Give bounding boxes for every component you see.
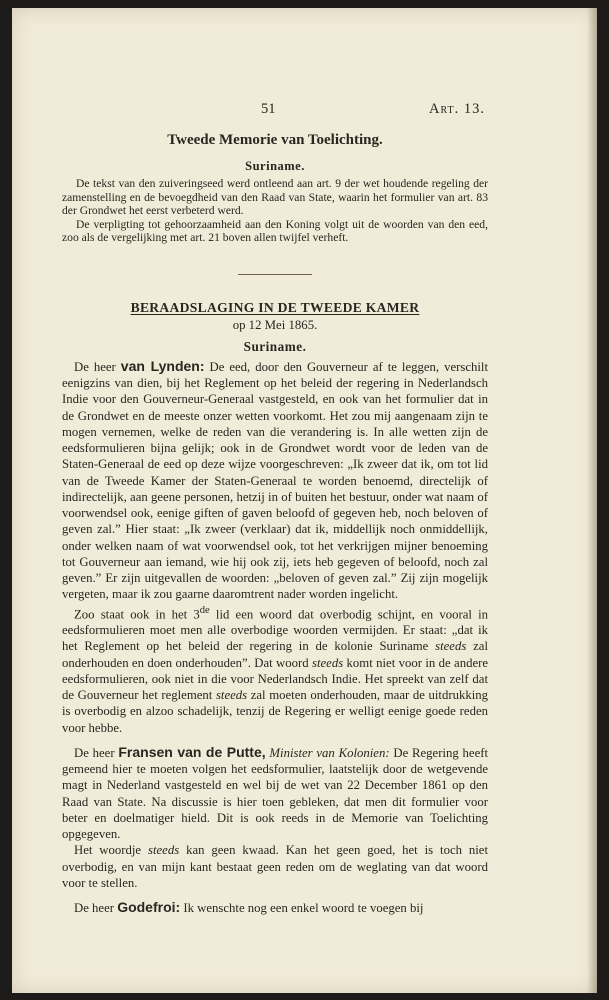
emphasis: steeds (435, 639, 467, 654)
beraadslaging-subtitle: Suriname. (243, 338, 307, 354)
ordinal-suffix: de (199, 604, 210, 616)
speech-godefroi (62, 899, 488, 916)
beraadslaging-title: BERAADSLAGING IN DE TWEEDE KAMER (130, 299, 420, 315)
page-edge-shadow (587, 8, 597, 993)
speech-text: komt niet voor in de andere eedsformulieren, ook niet in die voor Nederlandsch Indie. Het spreekt van zelf dat de Gouverneur het reglement (62, 655, 489, 703)
speech-text: Het woordje (74, 843, 148, 858)
speech-van-lynden (62, 358, 488, 603)
debate-body (62, 358, 488, 917)
speech-lead: De heer (74, 359, 121, 374)
memorie-paragraph: De tekst van den zuiveringseed werd ontleend aan art. 9 der wet houdende regeling der zamenstelling en de bevoegdheid van den Raad van State, waarin het formulier van art. 83 der Grondwet het eerst verbeterd werd. (62, 177, 488, 218)
emphasis: steeds (215, 688, 248, 703)
article-reference: Art. 13. (428, 101, 485, 117)
memorie-title: Tweede Memorie van Toelichting. (167, 132, 383, 148)
speech-text: Ik wenschte nog een enkel woord te voegen bij (180, 901, 424, 916)
speech-text: zal moeten onderhouden, maar de uitdrukking is overbodig en alzoo schadelijk, tenzij de Regering er welligt eenige goede reden voor hebbe. (62, 688, 488, 735)
beraadslaging-date: op 12 Mei 1865. (232, 317, 318, 332)
speech-text: Zoo staat ook in het 3 (74, 606, 200, 621)
speech-text: kan geen kwaad. Kan het geen goed, het is toch niet overbodig, en van mijn kant bestaat geen reden om de weglating van dat woord voor te stellen. (62, 843, 488, 890)
speaker-name: Fransen van de Putte, (118, 743, 266, 760)
speech-text: lid een woord dat overbodig schijnt, en vooral in eedsformulieren moet men alle overbodige woorden vermijden. Er staat: „dat ik het Reglement op het beleid der regering in de kolonie Suriname (62, 606, 488, 654)
book-page (12, 8, 597, 993)
page-number: 51 (261, 101, 276, 117)
speech-fransen-van-de-putte (62, 744, 488, 843)
speaker-role: Minister van Kolonien: (265, 745, 390, 760)
speech-text: De Regering heeft gemeend hier te moeten volgen het eedsformulier, laatstelijk door de wetgevende magt in Nederland vastgesteld en wel bij de wet van 22 December 1861 op den Raad van State. Na discussie is hier toen gebleken, dat men dit formulier voor beter en doelmatiger hield. Dit is ook reeds in de Memorie van Toelichting opgegeven. (62, 745, 489, 842)
memorie-body (62, 177, 488, 245)
speech-van-lynden-continued (62, 603, 488, 736)
speech-lead: De heer (74, 745, 119, 760)
speech-text: zal onderhouden en doen onderhouden”. Dat woord (62, 639, 488, 670)
memorie-subtitle: Suriname. (245, 159, 305, 173)
emphasis: steeds (312, 655, 344, 670)
speaker-name: Godefroi: (117, 899, 181, 916)
speech-text: De eed, door den Gouverneur af te leggen, verschilt eenigzins van dien, bij het Reglement op het beleid der regering in Nederlandsch Indie voor den Gouverneur-Generaal vastgesteld, en ook van het formulier dat in de Grondwet en de meeste onzer wetten voorkomt. Het zou mij aangenaam zijn te mogen vernemen, welke de reden van die verandering is. In alle wetten zijn de eedsformulieren bijna gelijk; ook in de Grondwet wordt voor de leden van de Staten-Generaal de eed op deze wijze voorgeschreven: „Ik zweer dat ik, om tot lid van de Tweede Kamer der Staten-Generaal te worden benoemd, directelijk of indirectelijk, aan geene personen, hetzij in of buiten het bestuur, onder wat naam of voorwendsel ook, eenige giften of gaven beloofd of gegeven heb, noch beloven of geven zal.” Hier staat: „Ik zweer (verklaar) dat ik, middellijk noch onmiddellijk, onder welken naam of wat voorwendsel ook, tot het verkrijgen mijner benoeming tot Gouverneur aan iemand, wie hij ook zij, iets heb gegeven of beloofd, noch zal geven.” Er zijn uitgevallen de woorden: „beloven of geven zal.” Zij zijn mogelijk vergeten, maar ik zou gaarne daaromtrent nader worden ingelicht. (62, 359, 488, 602)
emphasis: steeds (148, 843, 180, 858)
speaker-name: van Lynden: (120, 357, 205, 374)
section-divider (238, 274, 312, 275)
memorie-paragraph: De verpligting tot gehoorzaamheid aan den Koning volgt uit de woorden van den eed, zoo als de vergelijking met art. 21 boven allen twijfel verheft. (62, 217, 488, 245)
running-header (12, 101, 597, 123)
page-text (62, 130, 488, 916)
speech-lead: De heer (74, 901, 118, 916)
speech-fransen-van-de-putte-continued (62, 842, 488, 891)
